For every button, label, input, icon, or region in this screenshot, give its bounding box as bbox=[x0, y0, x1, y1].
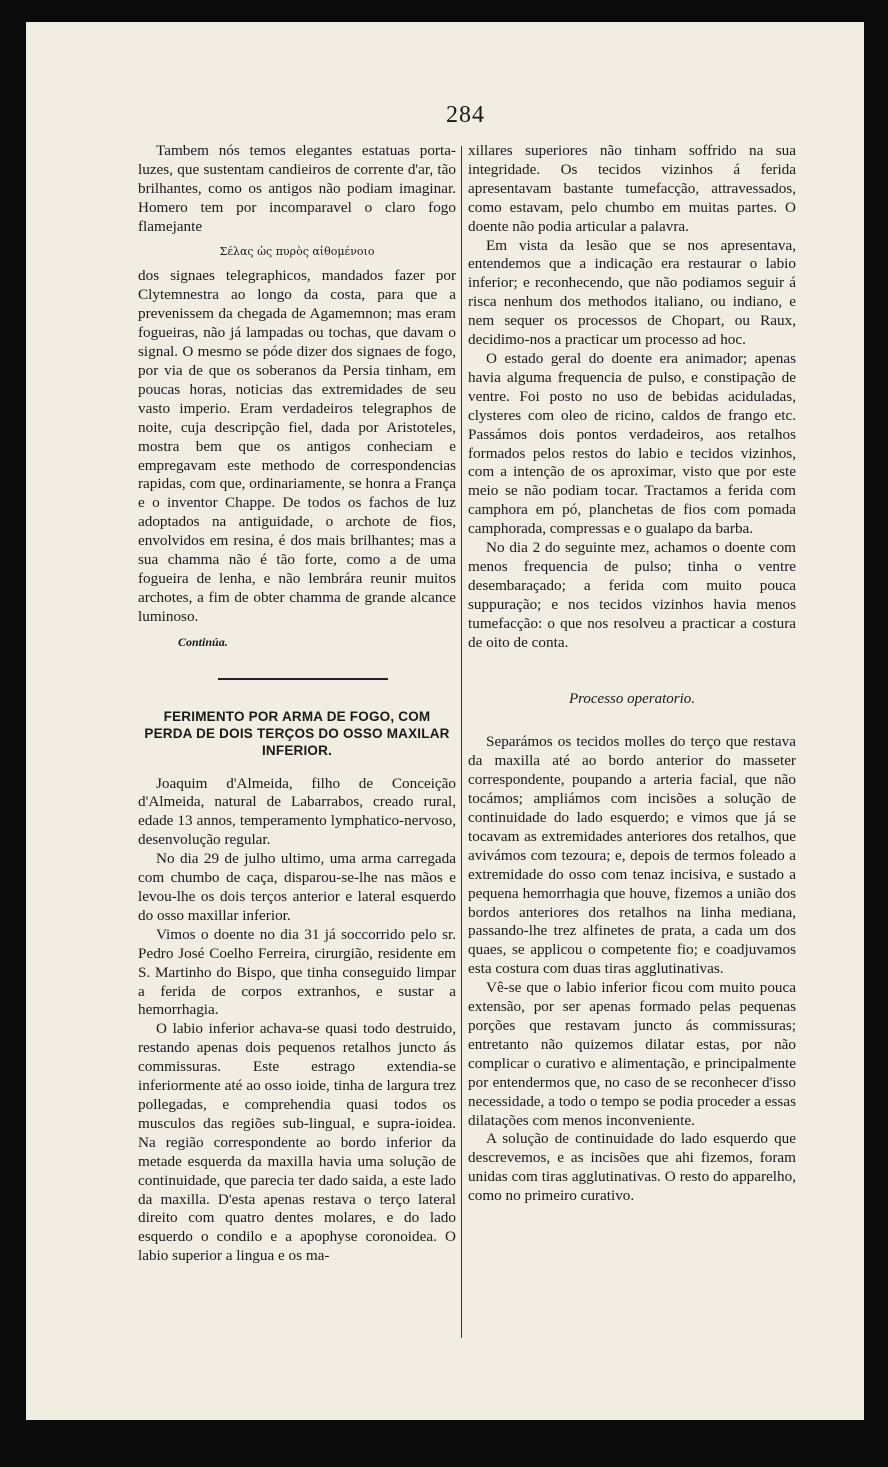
paragraph: No dia 29 de julho ultimo, uma arma carregada com chumbo de caça, disparou-se-lhe nas mãos e levou-lhe os dois terços anterior e lateral esquerdo do osso maxillar inferior. bbox=[138, 850, 456, 924]
paragraph: O estado geral do doente era animador; apenas havia alguma frequencia de pulso, e constipação de ventre. Foi posto no uso de bebidas aciduladas, clysteres com oleo de ricino, caldos de frango etc. Passámos dois pontos verdadeiros, aos retalhos formados pelos restos do labio e tecidos vizinhos, com a intenção de os aproximar, visto que por este meio se não podiam tocar. Tractamos a ferida com camphora em pó, planchetas de fios com pomada camphorada, compressas e o gualapo da barba. bbox=[468, 349, 796, 538]
right-column bbox=[468, 142, 796, 1206]
paragraph: A solução de continuidade do lado esquerdo que descrevemos, e as incisões que ahi fizemos, foram unidas com tiras agglutinativas. O resto do apparelho, como no primeiro curativo. bbox=[468, 1130, 796, 1205]
document-page bbox=[26, 22, 864, 1420]
left-column bbox=[138, 142, 456, 1266]
paragraph: Tambem nós temos elegantes estatuas porta-luzes, que sustentam candieiros de corrente d'ar, tão brilhantes, como os antigos não podiam imaginar. Homero tem por incomparavel o claro fogo flamejante bbox=[138, 142, 456, 235]
paragraph: xillares superiores não tinham soffrido na sua integridade. Os tecidos vizinhos á ferida apresentavam bastante tumefacção, attravessados, como estavam, pelo chumbo em muitas partes. O doente não podia articular a palavra. bbox=[468, 142, 796, 235]
column-divider bbox=[461, 146, 462, 1338]
greek-quote: Σέλας ὡς πυρὸς αἰθομένοιο bbox=[219, 244, 375, 258]
continued-note: Continúa. bbox=[178, 634, 228, 649]
paragraph: O labio inferior achava-se quasi todo destruido, restando apenas dois pequenos retalhos juncto ás commissuras. Este estrago extendia-se inferiormente até ao osso ioide, tinha de largura trez pollegadas, e comprehendia quasi todos os musculos das regiões sub-lingual, e supra-ioidea. Na região correspondente ao bordo inferior da metade esquerda da maxilla havia uma solução de continuidade, que parecia ter dado saida, a este lado da maxilla. D'esta apenas restava o terço lateral direito com quatro dentes molares, e do lado esquerdo o condilo e a apophyse coronoidea. O labio superior a lingua e os ma- bbox=[138, 1020, 456, 1265]
paragraph: Joaquim d'Almeida, filho de Conceição d'Almeida, natural de Labarrabos, creado rural, edade 13 annos, temperamento lymphatico-nervoso, desenvolução regular. bbox=[138, 774, 456, 849]
paragraph: Vimos o doente no dia 31 já soccorrido pelo sr. Pedro José Coelho Ferreira, cirurgião, residente em S. Martinho do Bispo, que tinha conseguido limpar a ferida de corpos extranhos, e sustar a hemorrhagia. bbox=[138, 925, 456, 1019]
article-title: FERIMENTO POR ARMA DE FOGO, COM PERDA DE DOIS TERÇOS DO OSSO MAXILAR INFERIOR. bbox=[144, 708, 450, 758]
paragraph: No dia 2 do seguinte mez, achamos o doente com menos frequencia de pulso; tinha o ventre desembaraçado; a ferida com muito pouca suppuração; e nos tecidos vizinhos havia menos tumefacção: o que nos resolveu a practicar a costura de oito de conta. bbox=[468, 539, 796, 651]
paragraph: Vê-se que o labio inferior ficou com muito pouca extensão, por ser apenas formado pelas pequenas porções que restavam juncto ás commissuras; entretanto não quizemos dilatar estas, por não complicar o curativo e alimentação, e principalmente por entendermos que, no caso de se reconhecer d'isso necessidade, a todo o tempo se podia proceder a essas dilatações com menos inconveniente. bbox=[468, 979, 796, 1129]
paragraph: dos signaes telegraphicos, mandados fazer por Clytemnestra ao longo da costa, para que a prevenissem da chegada de Agamemnon; mas eram fogueiras, não já lampadas ou tochas, que davam o signal. O mesmo se póde dizer dos signaes de fogo, por via de que os soberanos da Persia tinham, em poucas horas, noticias das extremidades de seu vasto imperio. Eram verdadeiros telegraphos de noite, cuja descripção fiel, dada por Aristoteles, mostra bem que os antigos conheciam e empregavam este methodo de correspondencias rapidas, com que, ordinariamente, se honra a França e o inventor Chappe. De todos os fachos de luz adoptados na antiguidade, o archote de fios, envolvidos em resina, é dos mais brilhantes; mas a sua chamma não é tão forte, como a de uma fogueira de lenha, e não lembrára reunir muitos archotes, a fim de obter chamma de grande alcance luminoso. bbox=[138, 267, 456, 625]
paragraph: Em vista da lesão que se nos apresentava, entendemos que a indicação era restaurar o labio inferior; e reconhecendo, que não podiamos seguir á risca nenhum dos methodos italiano, ou indiano, e nem sequer os processos de Chopart, ou Raux, decidimo-nos a practicar um processo ad hoc. bbox=[468, 236, 796, 349]
paragraph: Separámos os tecidos molles do terço que restava da maxilla até ao bordo anterior do masseter correspondente, poupando a arteria facial, que não tocámos; ampliámos com incisões a solução de continuidade do lado esquerdo; e vimos que já se tocavam as extremidades anteriores dos retalhos, que avivámos com tezoura; e, depois de termos foleado a extremidade do osso com tenaz incisiva, e sustado a pequena hemorrhagia que houve, fizemos a união dos bordos anteriores dos retalhos na linha mediana, passando-lhe trez alfinetes de prata, a cada um dos quaes, se applicou o competente fio; e coadjuvamos esta costura com duas tiras agglutinativas. bbox=[468, 733, 796, 978]
section-title: Processo operatorio. bbox=[568, 691, 696, 708]
page-number: 284 bbox=[446, 102, 485, 128]
section-rule bbox=[218, 678, 388, 680]
